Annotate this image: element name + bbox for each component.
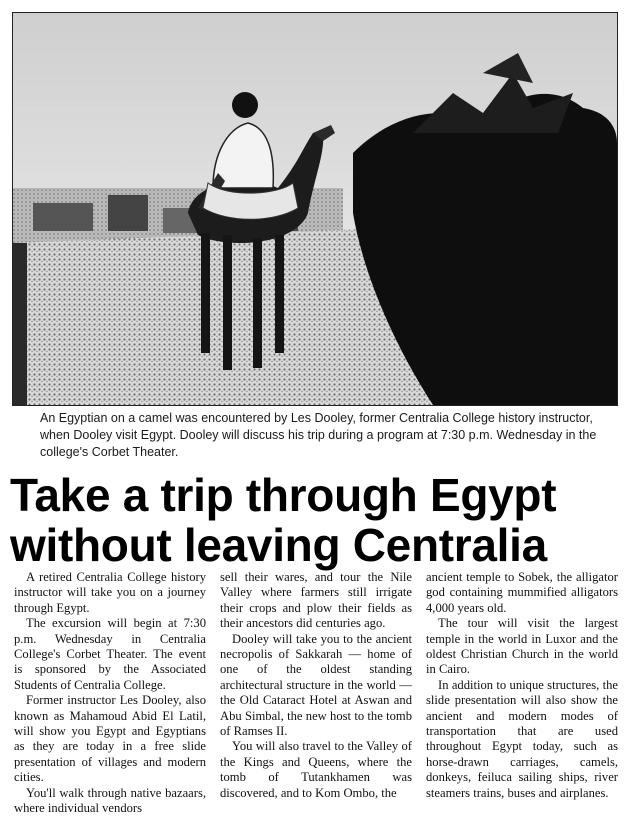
- article-column-1: [14, 570, 206, 816]
- headline-line-1: Take a trip through Egypt: [10, 469, 557, 521]
- article-paragraph: Former instructor Les Dooley, also known as Mahamoud Abid El Latil, will show you Egypt and Egyptians as they are today in a free slide presentation of villages and modern cities.: [14, 693, 206, 785]
- article-paragraph: You will also travel to the Valley of the Kings and Queens, where the tomb of Tutankhamen was discovered, and to Kom Ombo, the: [220, 739, 412, 800]
- headline: [10, 470, 625, 570]
- headline-line-2: without leaving Centralia: [10, 519, 547, 571]
- article-paragraph: A retired Centralia College history instructor will take you on a journey through Egypt.: [14, 570, 206, 615]
- article-paragraph: You'll walk through native bazaars, where individual vendors: [14, 785, 206, 816]
- photo-caption: An Egyptian on a camel was encountered by Les Dooley, former Centralia College history instructor, when Dooley visit Egypt. Dooley will discuss his trip during a program at 7:30 p.m. Wednesday in the college's Corbet Theater.: [40, 411, 597, 459]
- article-column-3: [426, 570, 618, 800]
- camel-rider-photo: [12, 12, 618, 406]
- article-column-2: [220, 570, 412, 800]
- article-paragraph: sell their wares, and tour the Nile Valley where farmers still irrigate their crops and plow their fields as their ancestors did centuries ago.: [220, 570, 412, 631]
- photo-illustration: [13, 13, 617, 405]
- article-paragraph: The tour will visit the largest temple in the world in Luxor and the oldest Christian Church in the world in Cairo.: [426, 616, 618, 677]
- article-paragraph: ancient temple to Sobek, the alligator god containing mummified alligators 4,000 years old.: [426, 570, 618, 615]
- article-paragraph: In addition to unique structures, the slide presentation will also show the ancient and modern modes of transportation that are used throughout Egypt today, such as horse-drawn carriages, camels, donkeys, feiluca sailing ships, river steamers trains, buses and airplanes.: [426, 677, 618, 800]
- article-paragraph: The excursion will begin at 7:30 p.m. Wednesday in Centralia College's Corbet Theater. The event is sponsored by the Associated Students of Centralia College.: [14, 616, 206, 692]
- article-body: [14, 570, 618, 816]
- article-paragraph: Dooley will take you to the ancient necropolis of Sakkarah — home of one of the oldest standing architectural structure in the world — the Old Cataract Hotel at Aswan and Abu Simbal, the new host to the tomb of Ramses II.: [220, 631, 412, 739]
